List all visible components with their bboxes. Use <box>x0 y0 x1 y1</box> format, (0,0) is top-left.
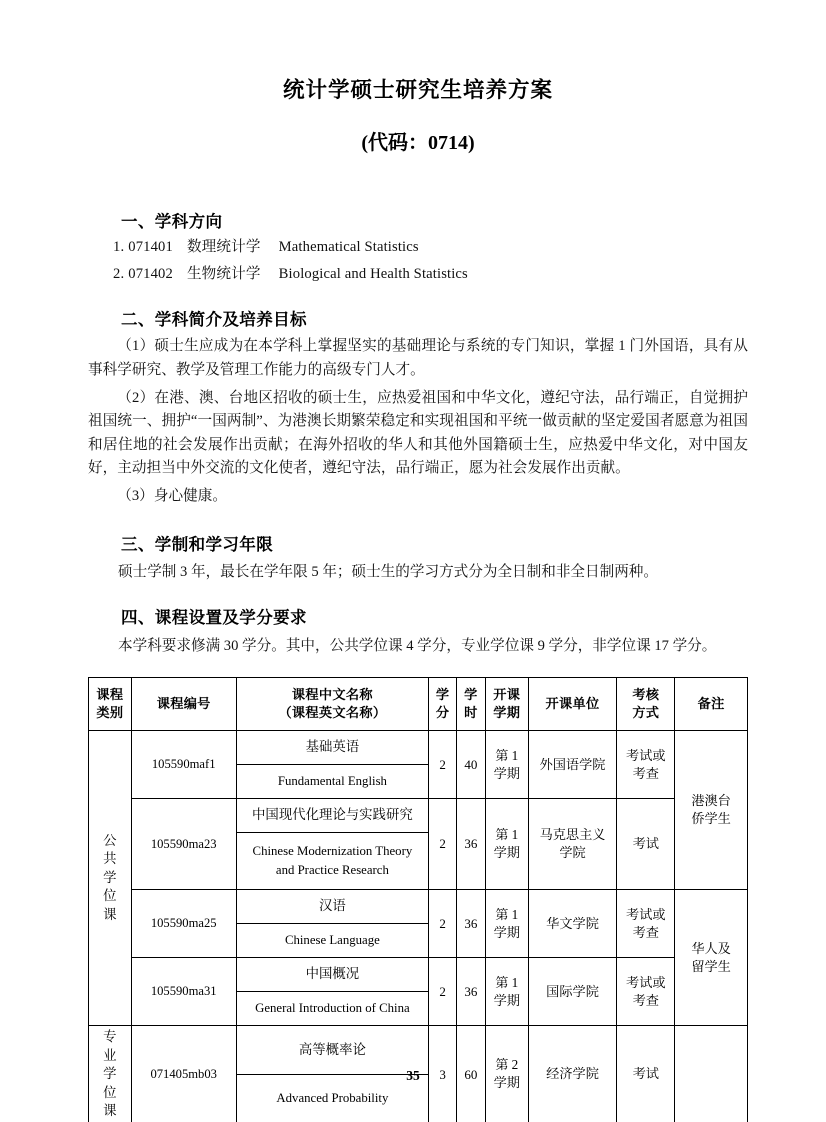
cell-course-name-cn: 中国概况 <box>236 958 429 992</box>
col-header-exam <box>617 678 675 731</box>
col-header-course-name <box>236 678 429 731</box>
exam-line1: 考试或 <box>626 906 666 922</box>
cell-hours: 36 <box>456 890 485 958</box>
cell-course-name-cn: 基础英语 <box>236 731 429 765</box>
remark-line2: 留学生 <box>691 958 731 974</box>
term-line1: 第 1 <box>495 747 519 763</box>
table-row <box>89 799 748 833</box>
term-line2: 学期 <box>493 1075 520 1091</box>
direction-index: 1. <box>113 238 125 255</box>
discipline-direction-item <box>88 260 748 287</box>
col-header-category-line1: 课程 <box>96 687 124 702</box>
cell-course-name-en: General Introduction of China <box>236 992 429 1026</box>
cell-unit <box>528 890 617 958</box>
category-char: 位 <box>103 1084 117 1100</box>
intro-paragraph-2: （2）在港、澳、台地区招收的硕士生，应热爱祖国和中华文化，遵纪守法，品行端正，自觉拥护祖国统一、拥护“一国两制”、为港澳长期繁荣稳定和实现祖国和平统一做贡献的坚定爱国者愿意为祖国和居住地的社会发展作出贡献；在海外招收的华人和其他外国籍硕士生，应热爱中华文化，对中国友好，主动担当中外交流的文化使者，遵纪守法，品行端正，愿为社会发展作出贡献。 <box>88 389 748 477</box>
course-table-container <box>88 658 748 1122</box>
col-header-credits-line2: 分 <box>435 705 450 721</box>
cell-course-name-en <box>236 833 429 890</box>
category-char: 学 <box>103 869 117 885</box>
page-subtitle: (代码：0714) <box>361 131 475 154</box>
remark-line2: 侨学生 <box>691 811 731 827</box>
unit-line1: 华文学院 <box>546 915 599 931</box>
name-en-line2: and Practice Research <box>275 863 389 878</box>
unit-line2: 学院 <box>559 845 586 861</box>
col-header-code: 课程编号 <box>131 678 236 731</box>
col-header-unit: 开课单位 <box>528 678 617 731</box>
exam-line1: 考试 <box>632 1066 659 1082</box>
col-header-exam-line1: 考核 <box>632 687 660 702</box>
term-line1: 第 2 <box>495 1057 519 1073</box>
cell-unit <box>528 731 617 799</box>
course-table <box>88 677 748 1122</box>
cell-course-name-en: Chinese Language <box>236 924 429 958</box>
direction-code: 071402 <box>128 265 173 282</box>
cell-credits: 3 <box>429 1026 457 1122</box>
cell-credits: 2 <box>429 958 457 1026</box>
table-row <box>89 731 748 765</box>
cell-hours: 60 <box>456 1026 485 1122</box>
page-title: 统计学硕士研究生培养方案 <box>282 78 553 102</box>
category-char: 公 <box>103 832 117 848</box>
col-header-exam-line2: 方式 <box>632 705 660 721</box>
unit-line1: 外国语学院 <box>539 756 606 772</box>
col-header-term-line2: 学期 <box>493 705 521 721</box>
credits-paragraph: 本学科要求修满 30 学分。其中，公共学位课 4 学分，专业学位课 9 学分，非学位课 17 学分。 <box>118 637 717 654</box>
cell-course-name-cn: 汉语 <box>236 890 429 924</box>
col-header-category <box>89 678 132 731</box>
col-header-remark: 备注 <box>675 678 748 731</box>
direction-name-en: Mathematical Statistics <box>278 238 419 255</box>
exam-line2: 考查 <box>632 992 659 1008</box>
table-header-row <box>89 678 748 731</box>
col-header-hours-line2: 时 <box>464 705 478 721</box>
name-en-line1: Chinese Modernization Theory <box>252 844 413 859</box>
term-line1: 第 1 <box>495 827 519 842</box>
exam-line1: 考试或 <box>626 974 666 990</box>
section-heading-disciplines: 一、学科方向 <box>121 211 223 231</box>
col-header-term <box>485 678 528 731</box>
col-header-name-line1: 课程中文名称 <box>291 687 373 702</box>
cell-course-name-en: Advanced Probability <box>236 1074 429 1122</box>
cell-exam <box>617 799 675 890</box>
cell-exam <box>617 731 675 799</box>
table-row <box>89 890 748 924</box>
direction-name-cn: 生物统计学 <box>186 265 261 282</box>
col-header-credits-line1: 学 <box>435 687 450 702</box>
cell-credits: 2 <box>429 799 457 890</box>
cell-hours: 40 <box>456 731 485 799</box>
cell-course-code: 105590maf1 <box>131 731 236 799</box>
category-char: 共 <box>103 851 117 867</box>
term-line2: 学期 <box>493 845 520 861</box>
cell-credits: 2 <box>429 890 457 958</box>
cell-term <box>485 890 528 958</box>
category-char: 课 <box>103 906 117 922</box>
cell-course-name-en: Fundamental English <box>236 765 429 799</box>
exam-line1: 考试或 <box>626 747 666 763</box>
direction-name-cn: 数理统计学 <box>186 238 261 255</box>
col-header-name-line2: （课程英文名称） <box>278 705 387 721</box>
remark-line1: 华人及 <box>691 940 731 956</box>
cell-hours: 36 <box>456 958 485 1026</box>
intro-paragraph-1: （1）硕士生应成为在本学科上掌握坚实的基础理论与系统的专门知识，掌握 1 门外国语，具有从事科学研究、教学及管理工作能力的高级专门人才。 <box>88 338 748 378</box>
cell-exam <box>617 958 675 1026</box>
cell-term <box>485 958 528 1026</box>
cell-term <box>485 799 528 890</box>
unit-line1: 马克思主义 <box>539 827 606 842</box>
cell-course-name-cn: 高等概率论 <box>236 1026 429 1075</box>
section-heading-duration: 三、学制和学习年限 <box>121 534 274 554</box>
cell-unit <box>528 799 617 890</box>
category-char: 业 <box>103 1047 117 1063</box>
section-heading-courses: 四、课程设置及学分要求 <box>121 608 307 628</box>
term-line2: 学期 <box>493 992 520 1008</box>
cell-hours: 36 <box>456 799 485 890</box>
cell-course-code: 105590ma25 <box>131 890 236 958</box>
cell-credits: 2 <box>429 731 457 799</box>
discipline-direction-item <box>88 233 748 260</box>
page-content <box>88 0 748 1122</box>
cell-remark <box>675 731 748 890</box>
direction-index: 2. <box>113 265 125 282</box>
duration-paragraph: 硕士学制 3 年，最长在学年限 5 年；硕士生的学习方式分为全日制和非全日制两种。 <box>118 563 658 580</box>
cell-course-code: 105590ma31 <box>131 958 236 1026</box>
exam-line2: 考查 <box>632 765 659 781</box>
section-heading-intro-goals: 二、学科简介及培养目标 <box>121 310 307 330</box>
col-header-term-line1: 开课 <box>493 687 521 702</box>
term-line2: 学期 <box>493 765 520 781</box>
category-char: 课 <box>103 1103 117 1119</box>
category-char: 专 <box>103 1029 117 1045</box>
cell-course-name-cn: 中国现代化理论与实践研究 <box>236 799 429 833</box>
unit-line1: 经济学院 <box>546 1066 599 1082</box>
cell-exam <box>617 890 675 958</box>
page-number: 35 <box>406 1068 420 1083</box>
cell-term <box>485 731 528 799</box>
col-header-credits <box>429 678 457 731</box>
direction-name-en: Biological and Health Statistics <box>278 265 468 282</box>
remark-line1: 港澳台 <box>691 793 731 808</box>
direction-code: 071401 <box>128 238 173 255</box>
table-row <box>89 958 748 992</box>
intro-paragraph-3: （3）身心健康。 <box>117 488 228 505</box>
cell-remark <box>675 890 748 1026</box>
cell-unit <box>528 958 617 1026</box>
col-header-category-line2: 类别 <box>96 705 124 721</box>
col-header-hours <box>456 678 485 731</box>
col-header-hours-line1: 学 <box>464 687 478 702</box>
cell-course-code: 105590ma23 <box>131 799 236 890</box>
exam-line1: 考试 <box>632 836 659 852</box>
exam-line2: 考查 <box>632 924 659 940</box>
term-line1: 第 1 <box>495 906 519 922</box>
unit-line1: 国际学院 <box>546 983 599 999</box>
term-line2: 学期 <box>493 924 520 940</box>
category-char: 位 <box>103 888 117 904</box>
category-char: 学 <box>103 1066 117 1082</box>
term-line1: 第 1 <box>495 974 519 990</box>
cell-category-public <box>89 731 132 1026</box>
cell-course-code: 071405mb03 <box>131 1026 236 1122</box>
